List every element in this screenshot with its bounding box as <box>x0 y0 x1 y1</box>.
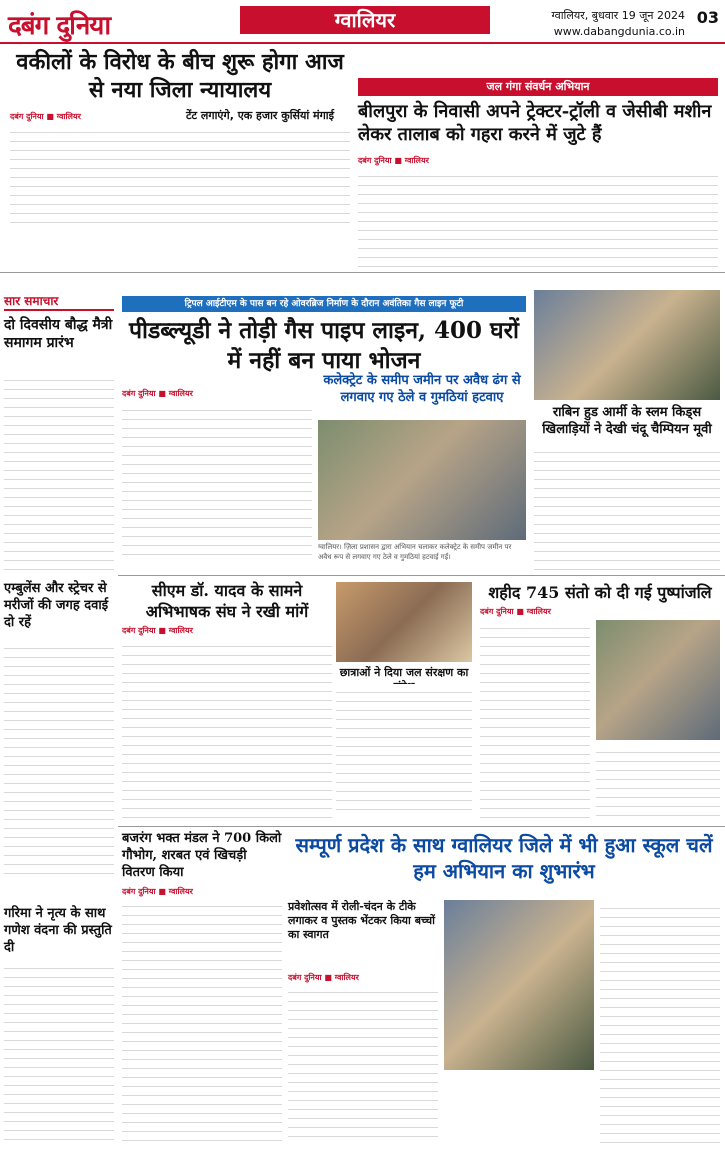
story6-body <box>122 638 332 818</box>
story3-byline: दबंग दुनिया ■ ग्वालियर <box>122 389 193 398</box>
story8-byline: दबंग दुनिया ■ ग्वालियर <box>480 607 551 616</box>
samachar-headline-3: गरिमा ने नृत्य के साथ गणेश वंदना की प्रस्तुति दी <box>4 906 112 955</box>
story4-headline: कलेक्ट्रेट के समीप जमीन पर अवैध ढंग से लगवाए गए ठेले व गुमठियां हटवाए <box>323 373 521 405</box>
story1-headline: वकीलों के विरोध के बीच शुरू होगा आज से नया जिला न्यायालय <box>16 49 344 103</box>
story9-body <box>122 898 282 1144</box>
section-title: ग्वालियर <box>240 6 490 34</box>
masthead-info <box>552 8 686 40</box>
city-date: ग्वालियर, बुधवार 19 जून 2024 <box>551 9 685 22</box>
story9-byline: दबंग दुनिया ■ ग्वालियर <box>122 887 193 896</box>
story10-subheadline: प्रवेशोत्सव में रोली-चंदन के टीके लगाकर व पुस्तक भेंटकर किया बच्चों का स्वागत <box>288 900 435 941</box>
story3-bar: ट्रिपल आईटीएम के पास बन रहे ओवरब्रिज निर्माण के दौरान अवंतिका गैस लाइन फूटी <box>122 296 526 312</box>
story3-body <box>122 402 312 562</box>
samachar-headline-1: दो दिवसीय बौद्ध मैत्री समागम प्रारंभ <box>4 317 113 351</box>
samachar-body-3 <box>4 960 114 1145</box>
story4-photo <box>318 420 526 540</box>
story10-byline: दबंग दुनिया ■ ग्वालियर <box>288 973 359 982</box>
story5-photo <box>534 290 720 400</box>
story5-headline: राबिन हुड आर्मी के स्लम किड्स खिलाड़ियों ने देखी चंदू चैम्पियन मूवी <box>542 405 712 437</box>
story7-photo <box>336 582 472 662</box>
section-divider <box>0 272 725 273</box>
story8-body-2 <box>596 744 720 818</box>
story2-byline: दबंग दुनिया ■ ग्वालियर <box>358 156 429 165</box>
samachar-body-1 <box>4 372 114 572</box>
story1-byline: दबंग दुनिया ■ ग्वालियर <box>10 112 81 121</box>
story4-caption: ग्वालियर। ज़िला प्रशासन द्वारा अभियान चलाकर कलेक्ट्रेट के समीप जमीन पर अवैध रूप से लगवाए गए ठेले व गुमठियां हटवाई गईं। <box>318 543 512 561</box>
story2-kicker: जल गंगा संवर्धन अभियान <box>358 78 718 96</box>
section-divider-2 <box>118 575 725 576</box>
section-divider-3 <box>118 826 725 827</box>
story6-headline: सीएम डॉ. यादव के सामने अभिभाषक संघ ने रखी मांगें <box>145 581 309 621</box>
story8-body <box>480 620 590 818</box>
samachar-body-2 <box>4 640 114 880</box>
story10-body <box>288 984 438 1144</box>
story10-headline: सम्पूर्ण प्रदेश के साथ ग्वालियर जिले में भी हुआ स्कूल चलें हम अभियान का शुभारंभ <box>295 833 713 883</box>
samachar-label: सार समाचार <box>4 292 114 311</box>
story10-photo <box>444 900 594 1070</box>
masthead-rule <box>0 42 725 44</box>
story5-body <box>534 444 720 572</box>
masthead-logo: दबंग दुनिया <box>8 11 111 41</box>
story6-byline: दबंग दुनिया ■ ग्वालियर <box>122 626 193 635</box>
story10-body-2 <box>600 900 720 1144</box>
story9-headline: बजरंग भक्त मंडल ने 700 किलो गौभोग, शरबत एवं खिचड़ी वितरण किया <box>122 831 282 880</box>
story2-headline: बीलपुरा के निवासी अपने ट्रेक्टर-ट्रॉली व जेसीबी मशीन लेकर तालाब को गहरा करने में जुटे हैं <box>358 101 712 145</box>
story7-body <box>336 684 472 818</box>
story8-headline: शहीद 745 संतो को दी गई पुष्पांजलि <box>488 583 712 602</box>
samachar-headline-2: एम्बुलेंस और स्ट्रेचर से मरीजों की जगह दवाई दो रहें <box>4 581 109 630</box>
story3-headline: पीडब्ल्यूडी ने तोड़ी गैस पाइप लाइन, 400 घरों में नहीं बन पाया भोजन <box>128 317 520 374</box>
story1-body <box>10 124 350 224</box>
website: www.dabangdunia.co.in <box>553 25 685 38</box>
story2-body <box>358 168 718 268</box>
story8-photo <box>596 620 720 740</box>
page-number: 03 <box>696 8 719 27</box>
story1-subheadline: टेंट लगाएंगे, एक हजार कुर्सियां मंगाई <box>186 109 335 122</box>
story7-headline: छात्राओं ने दिया जल संरक्षण का <box>339 666 469 679</box>
